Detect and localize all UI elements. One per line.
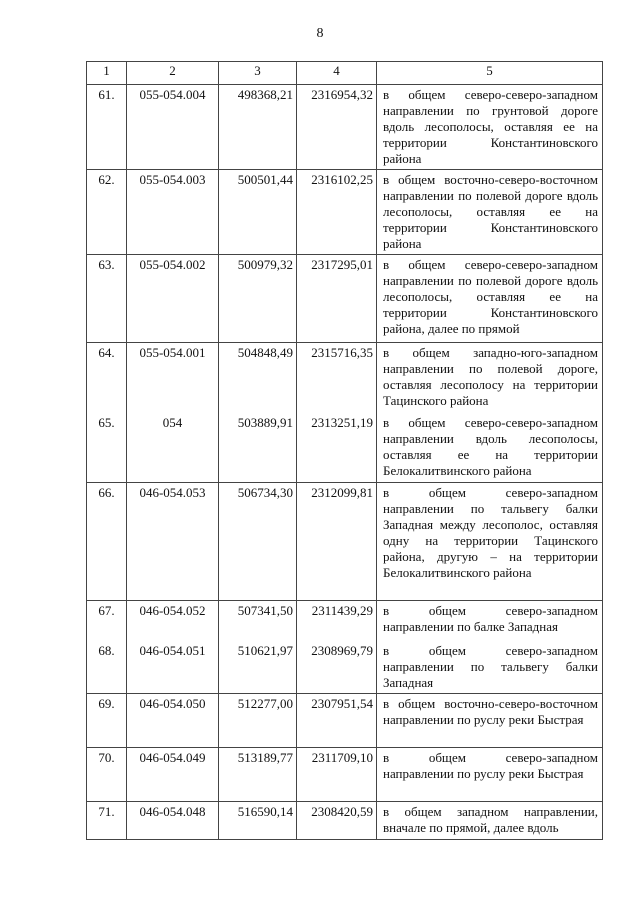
point-code: 046-054.050 <box>127 693 219 747</box>
table-row <box>87 85 603 170</box>
header-col-1: 1 <box>87 62 127 85</box>
y-coordinate: 2308420,59 <box>297 801 377 839</box>
boundary-description: в общем северо-западном направлении по тальвегу балки Западная между лесополос, оставляя одну на территории Тацинского района, другую – на территории Белокалитвинского района <box>377 483 603 601</box>
point-code: 055-054.004 <box>127 85 219 170</box>
boundary-description: в общем восточно-северо-восточном направлении по руслу реки Быстрая <box>377 693 603 747</box>
y-coordinate: 2308969,79 <box>297 641 377 694</box>
header-col-2: 2 <box>127 62 219 85</box>
y-coordinate: 2316954,32 <box>297 85 377 170</box>
boundary-description: в общем северо-северо-западном направлении вдоль лесополосы, оставляя ее на территории Белокалитвинского района <box>377 413 603 483</box>
table-header-row <box>87 62 603 85</box>
point-code: 046-054.049 <box>127 747 219 801</box>
y-coordinate: 2316102,25 <box>297 170 377 255</box>
boundary-description: в общем западном направлении, вначале по прямой, далее вдоль <box>377 801 603 839</box>
row-number: 66. <box>87 483 127 601</box>
x-coordinate: 498368,21 <box>219 85 297 170</box>
table-row <box>87 170 603 255</box>
header-col-4: 4 <box>297 62 377 85</box>
point-code: 046-054.052 <box>127 601 219 641</box>
table-row <box>87 747 603 801</box>
y-coordinate: 2312099,81 <box>297 483 377 601</box>
row-number: 68. <box>87 641 127 694</box>
x-coordinate: 500979,32 <box>219 255 297 343</box>
point-code: 055-054.002 <box>127 255 219 343</box>
row-number: 71. <box>87 801 127 839</box>
point-code: 054 <box>127 413 219 483</box>
row-number: 67. <box>87 601 127 641</box>
table-row <box>87 255 603 343</box>
point-code: 055-054.003 <box>127 170 219 255</box>
x-coordinate: 506734,30 <box>219 483 297 601</box>
x-coordinate: 513189,77 <box>219 747 297 801</box>
y-coordinate: 2313251,19 <box>297 413 377 483</box>
table-row <box>87 693 603 747</box>
y-coordinate: 2311709,10 <box>297 747 377 801</box>
table-row <box>87 641 603 694</box>
y-coordinate: 2315716,35 <box>297 343 377 413</box>
table-row <box>87 801 603 839</box>
x-coordinate: 503889,91 <box>219 413 297 483</box>
table-row <box>87 483 603 601</box>
row-number: 70. <box>87 747 127 801</box>
boundary-description: в общем западно-юго-западном направлении по полевой дороге, оставляя лесополосу на территории Тацинского района <box>377 343 603 413</box>
point-code: 046-054.048 <box>127 801 219 839</box>
y-coordinate: 2317295,01 <box>297 255 377 343</box>
boundary-coordinates-table <box>86 61 603 840</box>
row-number: 65. <box>87 413 127 483</box>
point-code: 046-054.051 <box>127 641 219 694</box>
x-coordinate: 510621,97 <box>219 641 297 694</box>
row-number: 69. <box>87 693 127 747</box>
boundary-description: в общем северо-северо-западном направлении по грунтовой дороге вдоль лесополосы, оставляя ее на территории Константиновского района <box>377 85 603 170</box>
x-coordinate: 516590,14 <box>219 801 297 839</box>
page-number: 8 <box>316 26 324 41</box>
x-coordinate: 507341,50 <box>219 601 297 641</box>
boundary-description: в общем северо-западном направлении по балке Западная <box>377 601 603 641</box>
table-row <box>87 343 603 413</box>
row-number: 62. <box>87 170 127 255</box>
table-row <box>87 413 603 483</box>
boundary-description: в общем северо-западном направлении по тальвегу балки Западная <box>377 641 603 694</box>
row-number: 64. <box>87 343 127 413</box>
y-coordinate: 2307951,54 <box>297 693 377 747</box>
x-coordinate: 504848,49 <box>219 343 297 413</box>
row-number: 61. <box>87 85 127 170</box>
x-coordinate: 500501,44 <box>219 170 297 255</box>
point-code: 046-054.053 <box>127 483 219 601</box>
y-coordinate: 2311439,29 <box>297 601 377 641</box>
boundary-description: в общем северо-северо-западном направлении по полевой дороге вдоль лесополосы, оставляя ее на территории Константиновского района, далее по прямой <box>377 255 603 343</box>
boundary-description: в общем восточно-северо-восточном направлении по полевой дороге вдоль лесополосы, оставляя ее на территории Константиновского района <box>377 170 603 255</box>
header-col-3: 3 <box>219 62 297 85</box>
point-code: 055-054.001 <box>127 343 219 413</box>
x-coordinate: 512277,00 <box>219 693 297 747</box>
header-col-5: 5 <box>377 62 603 85</box>
boundary-description: в общем северо-западном направлении по руслу реки Быстрая <box>377 747 603 801</box>
table-row <box>87 601 603 641</box>
row-number: 63. <box>87 255 127 343</box>
